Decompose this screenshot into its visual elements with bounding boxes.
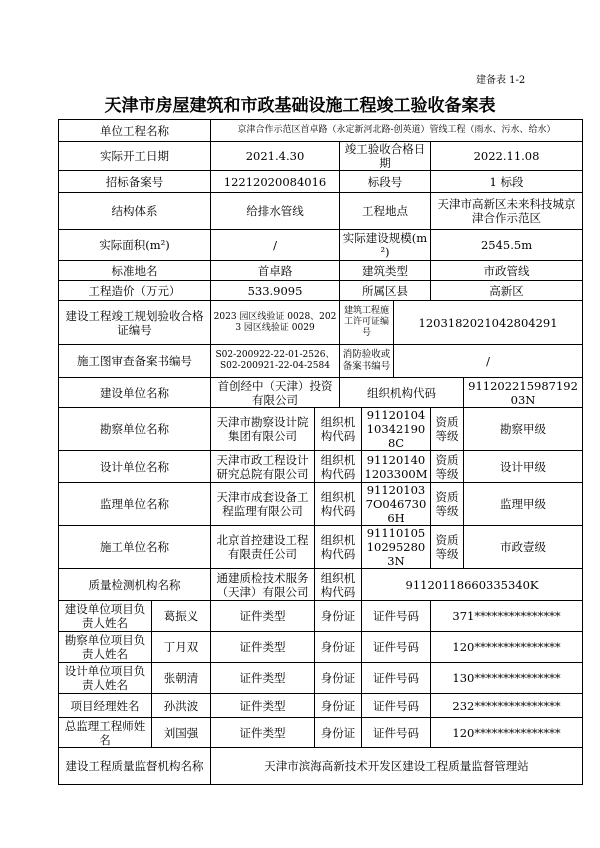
structure-value: 给排水管线	[211, 193, 340, 230]
id-number-label: 证件号码	[362, 632, 431, 663]
table-row	[59, 569, 583, 601]
structure-label: 结构体系	[59, 193, 211, 230]
survey-value: 天津市勘察设计院集团有限公司	[211, 408, 315, 451]
table-row	[59, 261, 583, 281]
planning-cert-value: 2023 园区线验证 0028、2023 园区线验证 0029	[211, 301, 340, 345]
survey-label: 勘察单位名称	[59, 408, 211, 451]
person-role: 建设单位项目负责人姓名	[59, 601, 152, 632]
area-label: 实际面积(m²)	[59, 230, 211, 261]
supervisor-code-value: 911201037O0467306H	[362, 483, 431, 526]
id-number-label: 证件号码	[362, 663, 431, 694]
supervisor-code-label: 组织机构代码	[315, 483, 362, 526]
drawing-review-label: 施工图审查备案书编号	[59, 345, 211, 378]
fire-acceptance-label: 消防验收或备案书编号	[340, 345, 394, 378]
district-value: 高新区	[431, 281, 583, 301]
table-row	[59, 718, 583, 748]
design-level-label: 资质等级	[431, 451, 464, 483]
building-type-value: 市政管线	[431, 261, 583, 281]
acceptance-date-value: 2022.11.08	[431, 142, 583, 171]
table-row	[59, 483, 583, 526]
supervisor-value: 天津市成套设备工程监理有限公司	[211, 483, 315, 526]
project-name-label: 单位工程名称	[59, 120, 211, 142]
landmark-label: 标准地名	[59, 261, 211, 281]
testing-value: 通建质检技术服务（天津）有限公司	[211, 569, 315, 601]
id-number-label: 证件号码	[362, 601, 431, 632]
scale-value: 2545.5m	[431, 230, 583, 261]
table-row	[59, 120, 583, 142]
table-row	[59, 694, 583, 718]
id-number-value: 120***************	[431, 718, 583, 748]
acceptance-date-label: 竣工验收合格日期	[340, 142, 431, 171]
location-label: 工程地点	[340, 193, 431, 230]
id-type-label: 证件类型	[211, 601, 315, 632]
table-row	[59, 451, 583, 483]
person-name: 刘国强	[152, 718, 211, 748]
permit-label: 建筑工程施工许可证编号	[340, 301, 394, 345]
survey-level-label: 资质等级	[431, 408, 464, 451]
district-label: 所属区县	[340, 281, 431, 301]
table-row	[59, 408, 583, 451]
supervisor-level-label: 资质等级	[431, 483, 464, 526]
id-number-label: 证件号码	[362, 718, 431, 748]
owner-value: 首创经中（天津）投资有限公司	[211, 378, 340, 408]
drawing-review-value: S02-200922-22-01-2526、S02-200921-22-04-2584	[211, 345, 340, 378]
table-row	[59, 663, 583, 694]
contractor-code-label: 组织机构代码	[315, 526, 362, 569]
owner-code-label: 组织机构代码	[340, 378, 464, 408]
id-type-label: 证件类型	[211, 632, 315, 663]
id-type-label: 证件类型	[211, 663, 315, 694]
id-number-value: 130***************	[431, 663, 583, 694]
section-no-value: 1 标段	[431, 171, 583, 193]
form-title: 天津市房屋建筑和市政基础设施工程竣工验收备案表	[104, 96, 496, 116]
start-date-label: 实际开工日期	[59, 142, 211, 171]
id-type-value: 身份证	[315, 632, 362, 663]
table-row	[59, 142, 583, 171]
table-row	[59, 301, 583, 345]
person-role: 总监理工程师姓名	[59, 718, 152, 748]
scale-label: 实际建设规模(m²)	[340, 230, 431, 261]
form-number: 建备表 1-2	[476, 75, 526, 86]
id-type-value: 身份证	[315, 601, 362, 632]
start-date-value: 2021.4.30	[211, 142, 340, 171]
table-row	[59, 748, 583, 785]
person-name: 丁月双	[152, 632, 211, 663]
table-row	[59, 171, 583, 193]
supervisor-level-value: 监理甲级	[464, 483, 583, 526]
id-type-value: 身份证	[315, 694, 362, 718]
id-type-value: 身份证	[315, 663, 362, 694]
id-type-label: 证件类型	[211, 718, 315, 748]
design-code-value: 911201401203300M	[362, 451, 431, 483]
permit-value: 1203182021042804291	[394, 301, 583, 345]
table-row	[59, 601, 583, 632]
id-type-label: 证件类型	[211, 694, 315, 718]
owner-label: 建设单位名称	[59, 378, 211, 408]
table-row	[59, 281, 583, 301]
person-role: 项目经理姓名	[59, 694, 152, 718]
building-type-label: 建筑类型	[340, 261, 431, 281]
filing-table	[58, 119, 583, 785]
id-number-value: 232***************	[431, 694, 583, 718]
contractor-code-value: 91110105102952803N	[362, 526, 431, 569]
contractor-level-label: 资质等级	[431, 526, 464, 569]
id-number-value: 120***************	[431, 632, 583, 663]
design-label: 设计单位名称	[59, 451, 211, 483]
person-name: 张朝清	[152, 663, 211, 694]
area-value: /	[211, 230, 340, 261]
survey-code-label: 组织机构代码	[315, 408, 362, 451]
id-number-value: 371***************	[431, 601, 583, 632]
cost-label: 工程造价（万元）	[59, 281, 211, 301]
planning-cert-label: 建设工程竣工规划验收合格证编号	[59, 301, 211, 345]
person-name: 葛振义	[152, 601, 211, 632]
design-code-label: 组织机构代码	[315, 451, 362, 483]
table-row	[59, 345, 583, 378]
id-number-label: 证件号码	[362, 694, 431, 718]
person-role: 勘察单位项目负责人姓名	[59, 632, 152, 663]
table-row	[59, 378, 583, 408]
fire-acceptance-value: /	[394, 345, 583, 378]
survey-level-value: 勘察甲级	[464, 408, 583, 451]
person-role: 设计单位项目负责人姓名	[59, 663, 152, 694]
table-row	[59, 526, 583, 569]
contractor-value: 北京首控建设工程有限责任公司	[211, 526, 315, 569]
contractor-level-value: 市政壹级	[464, 526, 583, 569]
id-type-value: 身份证	[315, 718, 362, 748]
testing-code-label: 组织机构代码	[315, 569, 362, 601]
project-name-value: 京津合作示范区首卓路（永定新河北路-创英道）管线工程（雨水、污水、给水）	[211, 120, 583, 142]
table-row	[59, 632, 583, 663]
owner-code-value: 91120221598719203N	[464, 378, 583, 408]
person-name: 孙洪波	[152, 694, 211, 718]
contractor-label: 施工单位名称	[59, 526, 211, 569]
table-row	[59, 230, 583, 261]
section-no-label: 标段号	[340, 171, 431, 193]
testing-label: 质量检测机构名称	[59, 569, 211, 601]
design-level-value: 设计甲级	[464, 451, 583, 483]
landmark-value: 首卓路	[211, 261, 340, 281]
supervision-agency-label: 建设工程质量监督机构名称	[59, 748, 211, 785]
location-value: 天津市高新区未来科技城京津合作示范区	[431, 193, 583, 230]
cost-value: 533.9095	[211, 281, 340, 301]
tender-no-value: 12212020084016	[211, 171, 340, 193]
supervisor-label: 监理单位名称	[59, 483, 211, 526]
table-row	[59, 193, 583, 230]
design-value: 天津市政工程设计研究总院有限公司	[211, 451, 315, 483]
testing-code-value: 91120118660335340K	[362, 569, 583, 601]
supervision-agency-value: 天津市滨海高新技术开发区建设工程质量监督管理站	[211, 748, 583, 785]
tender-no-label: 招标备案号	[59, 171, 211, 193]
survey-code-value: 91120104103421908C	[362, 408, 431, 451]
